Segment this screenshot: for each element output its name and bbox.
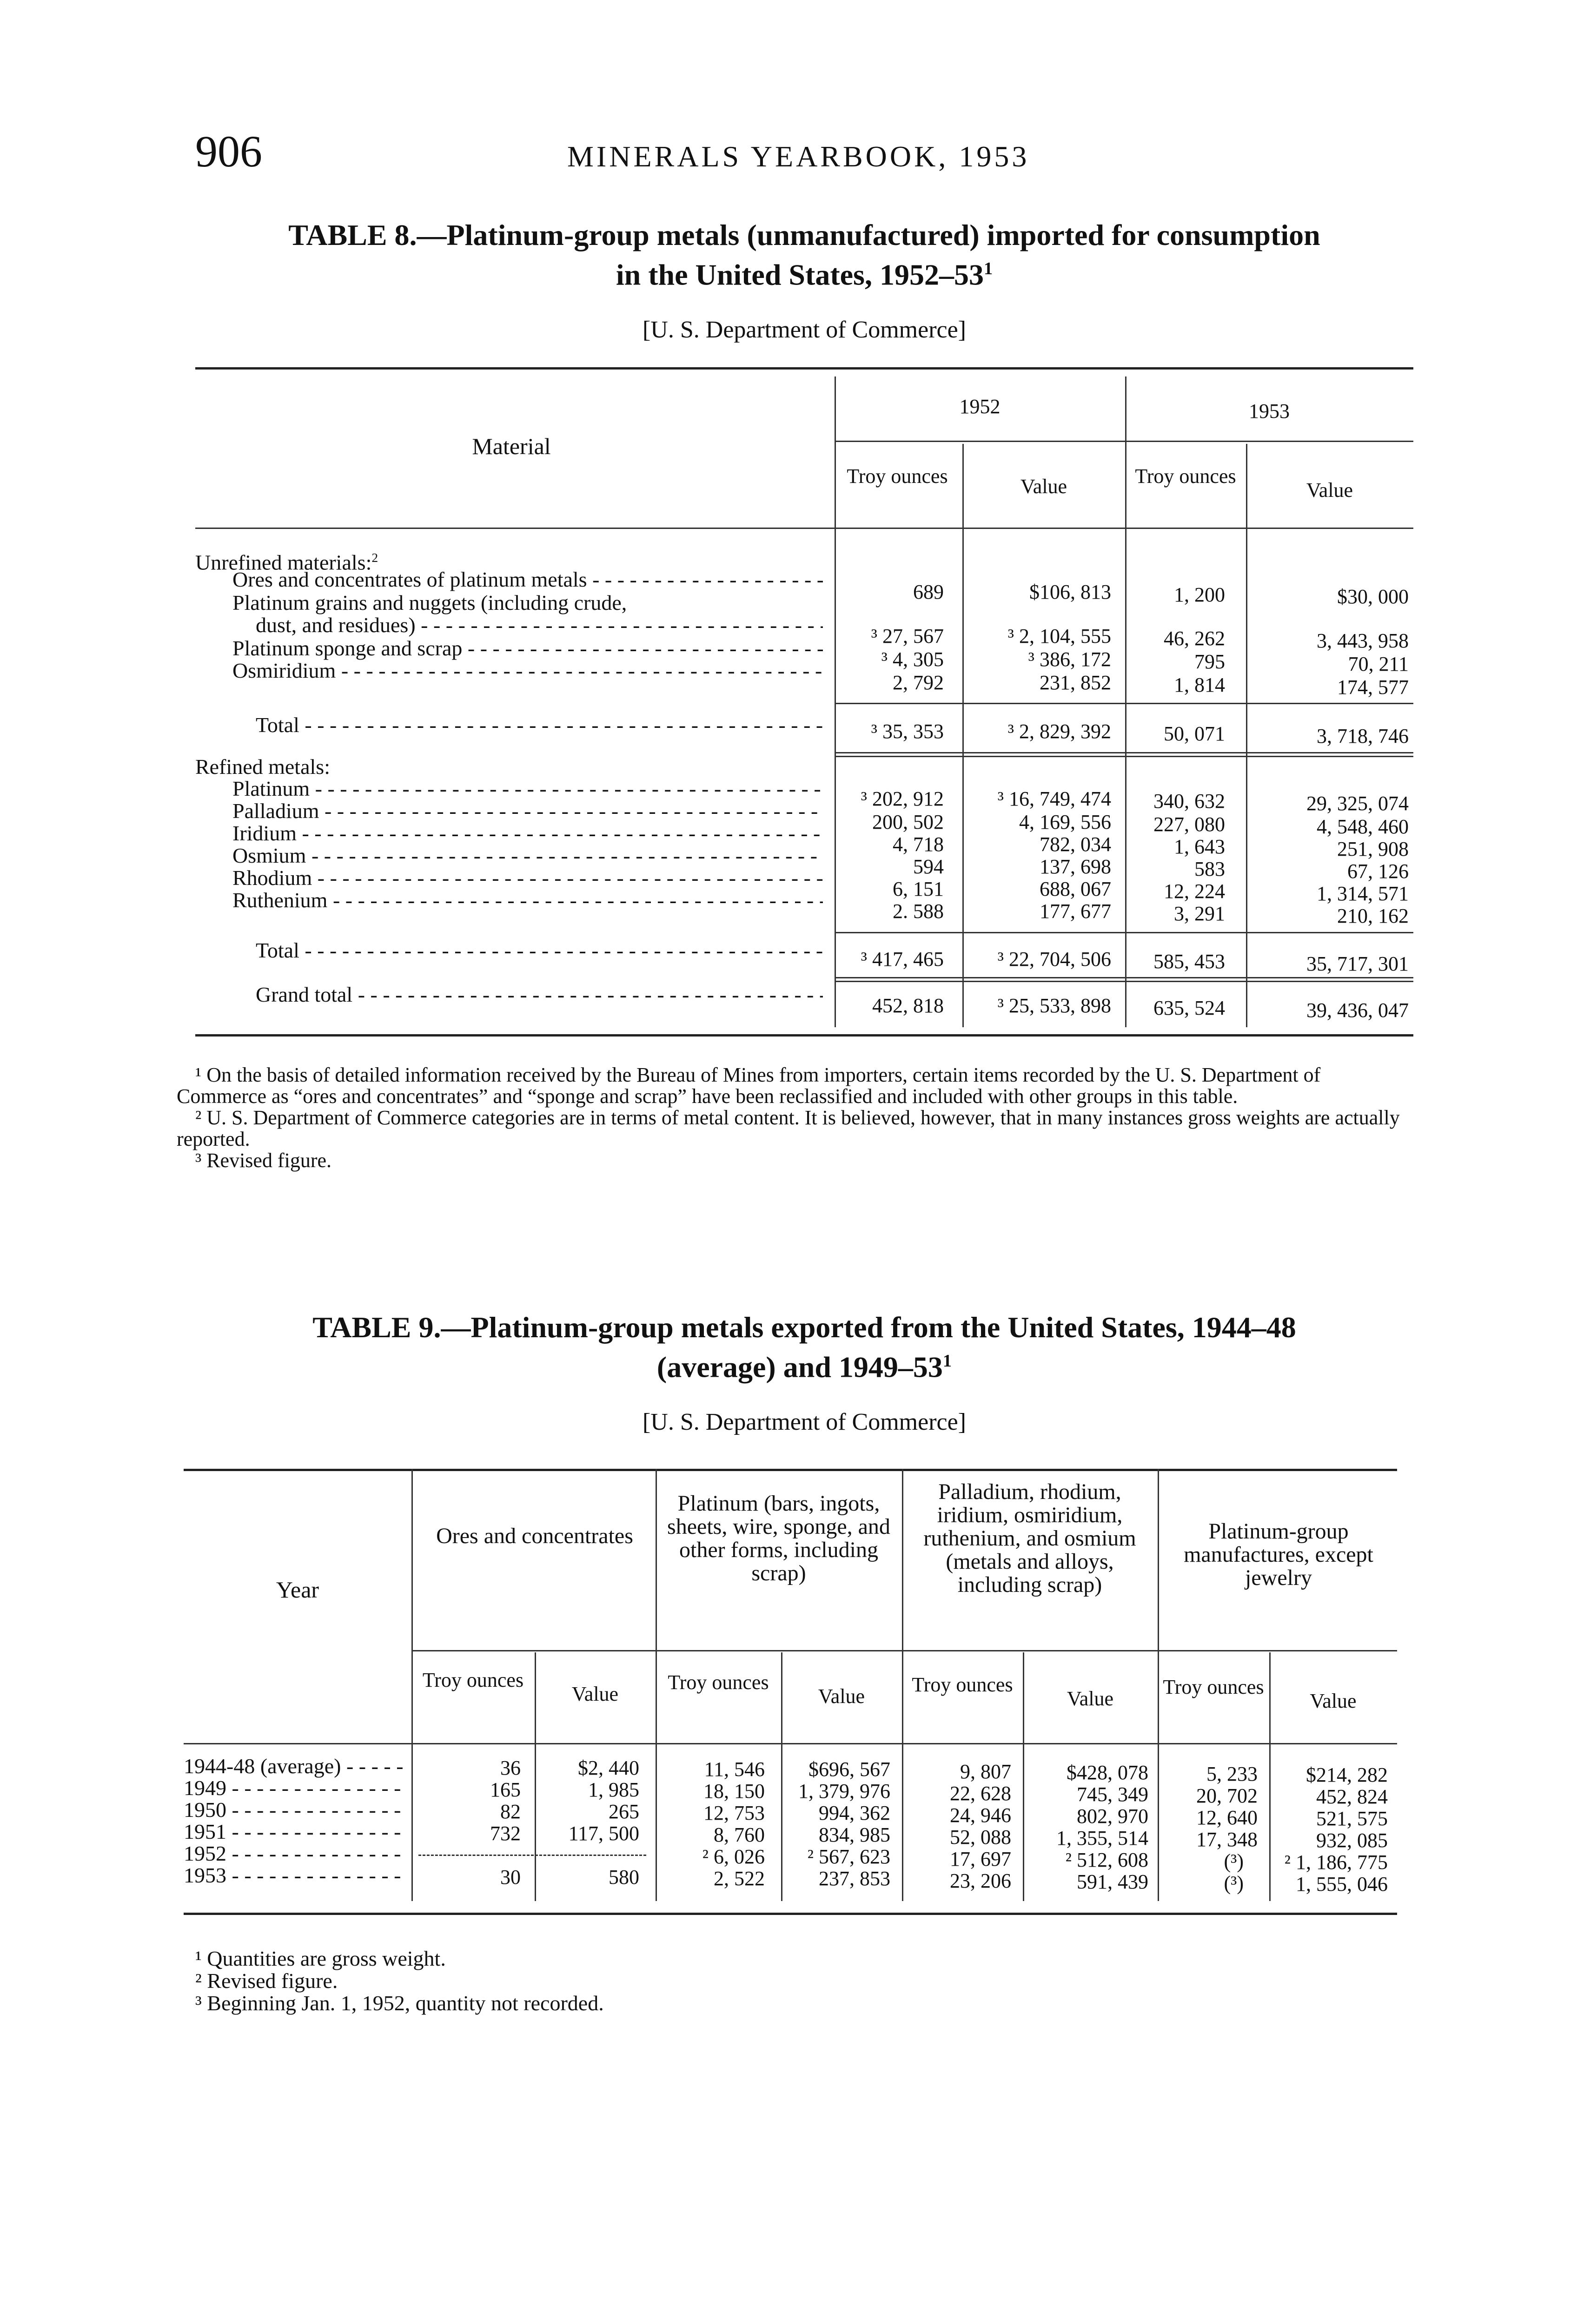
table8-cell: 2, 792 [893,671,944,694]
table9-cell: (³) [1224,1850,1244,1873]
table9-cell: (³) [1224,1872,1244,1895]
table8-row-label: Platinum grains and nuggets (including crude, [232,591,627,614]
table8-cell: 795 [1194,650,1225,673]
table9-top-rule [184,1469,1397,1471]
table9-cell: 932, 085 [1316,1829,1388,1852]
table8-source: [U. S. Department of Commerce] [642,317,966,343]
table9-cell: $214, 282 [1306,1763,1388,1786]
table9-col-value: Value [1310,1690,1357,1712]
table8-cell: 251, 908 [1337,838,1409,860]
table9-cell: 36 [500,1756,521,1779]
table8-cell: $30, 000 [1337,585,1409,608]
table9-cell: 17, 697 [950,1848,1011,1870]
table9-cell: ² 567, 623 [807,1845,890,1868]
table8-cell: 2. 588 [893,900,944,923]
table9-divider [535,1652,536,1901]
table8-cell: 70, 211 [1348,653,1409,675]
table8-footnotes [177,1064,1409,1171]
table8-cell: 635, 524 [1153,997,1225,1019]
table8-divider [1125,376,1126,1027]
table8-cell: 782, 034 [1040,833,1111,856]
table9-cell: $2, 440 [578,1756,639,1779]
table8-cell: 137, 698 [1040,855,1111,878]
table9-cell: 165 [490,1778,521,1801]
table9-cell: 1, 985 [588,1778,639,1801]
table8-cell: 12, 224 [1164,880,1225,903]
table8-subtotal-rule [835,932,1413,933]
table9-col-troy: Troy ounces [422,1669,524,1691]
table8-col-value-1953: Value [1306,479,1353,502]
table9-cell: 1, 379, 976 [798,1780,890,1802]
table9-divider [411,1469,413,1901]
table9-col-value: Value [571,1683,619,1705]
table8-row-label: Rhodium - - - [232,866,823,890]
table9-title-line1: TABLE 9.—Platinum-group metals exported from the United States, 1944–48 [312,1311,1296,1344]
table8-top-rule [195,367,1413,370]
table9-cell: 265 [609,1800,639,1823]
table9-cell: $428, 078 [1067,1761,1148,1784]
table8-total-rule [835,981,1413,982]
table9-cell: 12, 640 [1196,1806,1258,1829]
table8-cell: 6, 151 [893,878,944,900]
table9-cell: 591, 439 [1077,1870,1148,1893]
table8-rule-1953 [1125,441,1413,442]
table8-title-line1: TABLE 8.—Platinum-group metals (unmanufactured) imported for consumption [288,218,1320,251]
table8-row-label: Platinum sponge and scrap - - - [232,637,823,660]
table8-cell: 3, 718, 746 [1317,725,1409,747]
table8-divider [962,444,964,1027]
table9-divider [781,1652,782,1901]
table8-total-label: Total - - - [256,713,823,737]
table8-cell: ³ 4, 305 [881,648,944,671]
table8-year-1953: 1953 [1249,400,1290,423]
table8-rule-1952 [835,441,1125,442]
table9-divider [1023,1652,1024,1901]
table8-title-line2: in the United States, 1952–53 [616,258,984,291]
table9-group-rule [411,1650,1397,1651]
page-number: 906 [195,126,262,176]
table8-cell: ³ 202, 912 [861,787,944,810]
table8-cell: ³ 22, 704, 506 [997,948,1111,971]
table9-group-head: Palladium, rhodium, iridium, osmiridium, ruthenium, and osmium (metals and alloys, including scrap) [923,1479,1136,1597]
table8-cell: 46, 262 [1164,627,1225,650]
table8-cell: ³ 27, 567 [871,625,944,647]
table8-cell: 67, 126 [1347,860,1409,883]
table9-col-troy: Troy ounces [912,1673,1013,1696]
table8-cell: 1, 200 [1174,583,1225,606]
table8-col-troy-1952: Troy ounces [847,465,948,488]
table9-col-value: Value [1067,1687,1114,1710]
table9-blank-dashes [418,1855,646,1856]
table8-cell: 583 [1194,858,1225,880]
table9-row-year: 1952 - - - [184,1842,407,1865]
table9-divider [902,1469,903,1901]
table9-cell: 18, 150 [703,1780,765,1802]
table9-title [177,1311,1432,1384]
table9-divider [656,1469,657,1901]
table8-cell: 1, 314, 571 [1317,882,1409,905]
table8-cell: 39, 436, 047 [1306,999,1409,1022]
table8-total-rule [835,977,1413,978]
table8-cell: 1, 814 [1174,673,1225,696]
table9-cell: 20, 702 [1196,1784,1258,1807]
table9-cell: 834, 985 [819,1823,890,1846]
table8-cell: 231, 852 [1040,671,1111,694]
table8-cell: 4, 718 [893,833,944,856]
table8-cell: ³ 25, 533, 898 [997,994,1111,1017]
table9-col-value: Value [818,1685,865,1708]
table9-cell: 22, 628 [950,1782,1011,1805]
table9-cell: 521, 575 [1316,1807,1388,1830]
table8-cell: 210, 162 [1337,905,1409,927]
table8-year-1952: 1952 [959,395,1001,418]
table9-cell: 8, 760 [714,1823,765,1846]
table9-cell: 237, 853 [819,1867,890,1890]
table8-total-label: Total - - - [256,939,823,962]
table8-cell: 200, 502 [872,811,944,833]
table9-cell: 580 [609,1866,639,1888]
footnote: ³ Beginning Jan. 1, 1952, quantity not recorded. [195,1991,604,2015]
footnote: ² Revised figure. [195,1969,338,1993]
table8-cell: 1, 643 [1174,835,1225,858]
table8-col-troy-1953: Troy ounces [1135,465,1236,488]
table8-row-label-cont: dust, and residues) - - - [256,614,823,637]
table8-section-refined: Refined metals: [195,755,330,779]
table8-total-rule [835,752,1413,753]
table8-row-label: Osmium - - - [232,844,823,867]
table8-cell: 227, 080 [1153,813,1225,836]
table8-col-material: Material [472,433,551,459]
table9-cell: 52, 088 [950,1826,1011,1849]
table8-total-rule [835,756,1413,757]
table9-source: [U. S. Department of Commerce] [642,1409,966,1435]
table9-row-year: 1944-48 (average) - - - [184,1755,407,1778]
table9-divider [1158,1469,1159,1901]
table9-cell: 732 [490,1822,521,1845]
table9-group-head: Platinum (bars, ingots, sheets, wire, sponge, and other forms, including scrap) [667,1491,890,1585]
table9-cell: 9, 807 [960,1760,1011,1783]
table8-row-label: Palladium - - - [232,799,823,823]
table8-cell: 3, 291 [1174,902,1225,925]
table9-cell: 1, 355, 514 [1056,1827,1148,1849]
table8-row-label: Osmiridium - - - [232,659,823,682]
table9-cell: 30 [500,1866,521,1888]
table9-row-year: 1953 - - - [184,1864,407,1887]
table8-divider [835,376,836,1027]
table9-cell: 1, 555, 046 [1296,1873,1388,1895]
table8-subtotal-rule [835,703,1413,704]
table8-cell: 340, 632 [1153,790,1225,812]
table9-cell: 11, 546 [704,1758,765,1781]
table9-cell: 5, 233 [1206,1763,1258,1785]
table9-cell: 117, 500 [568,1822,639,1845]
table9-cell: 17, 348 [1196,1828,1258,1851]
table9-cell: 994, 362 [819,1802,890,1824]
table8-cell: ³ 417, 465 [861,948,944,971]
table9-title-line2: (average) and 1949–53 [656,1350,943,1384]
table9-title-note: 1 [942,1351,952,1371]
table8-cell: 4, 548, 460 [1317,815,1409,838]
table8-cell: 177, 677 [1040,900,1111,923]
table8-cell: 594 [913,855,944,878]
table9-cell: 24, 946 [950,1804,1011,1827]
table9-cell: 23, 206 [950,1869,1011,1892]
table8-cell: 4, 169, 556 [1019,811,1111,833]
table9-cell: $696, 567 [808,1758,890,1781]
table8-row-label: Ores and concentrates of platinum metals - - - [232,568,823,591]
footnote: ¹ On the basis of detailed information received by the Bureau of Mines from importers, certain items recorded by the U. S. Department of Commerce as “ores and concentrates” and “sponge and scrap” have been reclassified and included with other groups in this table. [177,1063,1321,1108]
table9-col-troy: Troy ounces [668,1671,769,1694]
table8-cell: 689 [913,581,944,603]
table8-row-label: Ruthenium - - - [232,889,823,912]
table8-section-unrefined: Unrefined materials:$^2$ [195,550,378,574]
table8-grand-total-label: Grand total - - - [256,983,823,1006]
table8-cell: ³ 16, 749, 474 [997,787,1111,810]
table9-col-troy: Troy ounces [1163,1676,1264,1698]
table8-title-note: 1 [983,259,993,278]
table8-cell: 35, 717, 301 [1306,952,1409,975]
table8-col-value-1952: Value [1020,475,1067,498]
table9-cell: ² 6, 026 [702,1845,765,1868]
table8-cell: 174, 577 [1337,676,1409,699]
table9-cell: 452, 824 [1316,1785,1388,1808]
table9-col-year: Year [276,1577,319,1603]
table9-cell: ² 1, 186, 775 [1284,1851,1388,1874]
table9-cell: 745, 349 [1077,1783,1148,1806]
table9-group-head: Platinum-group manufactures, except jewelry [1184,1519,1373,1590]
table8-cell: 452, 818 [872,994,944,1017]
footnote: ² U. S. Department of Commerce categories are in terms of metal content. It is believed, however, that in many instances gross weights are actually reported. [177,1106,1400,1150]
table8-head-rule [195,528,1413,529]
table9-bottom-rule [184,1913,1397,1915]
table8-cell: 688, 067 [1040,878,1111,900]
table9-cell: 12, 753 [703,1802,765,1824]
footnote: ¹ Quantities are gross weight. [195,1947,446,1970]
table9-group-head: Ores and concentrates [436,1524,633,1548]
table9-head-rule [184,1743,1397,1744]
table8-cell: 29, 325, 074 [1306,792,1409,815]
table9-cell: ² 512, 608 [1065,1849,1148,1871]
table8-row-label: Iridium - - - [232,822,823,845]
table8-cell: $106, 813 [1029,581,1111,603]
table8-cell: 3, 443, 958 [1317,629,1409,652]
running-head: MINERALS YEARBOOK, 1953 [567,140,1030,173]
table8-divider [1246,444,1247,1027]
table8-cell: 50, 071 [1164,722,1225,745]
table8-cell: ³ 386, 172 [1028,648,1111,671]
table9-row-year: 1949 - - - [184,1776,407,1800]
table9-cell: 82 [500,1800,521,1823]
table8-cell: ³ 2, 829, 392 [1007,720,1111,743]
table8-title [186,218,1423,291]
table8-bottom-rule [195,1034,1413,1037]
table8-cell: ³ 2, 104, 555 [1007,625,1111,647]
footnote: ³ Revised figure. [195,1149,332,1172]
table9-cell: 2, 522 [714,1867,765,1890]
table9-divider [1269,1652,1271,1901]
table8-row-label: Platinum - - - [232,777,823,800]
table9-row-year: 1950 - - - [184,1798,407,1822]
table8-cell: 585, 453 [1153,950,1225,973]
table8-cell: ³ 35, 353 [871,720,944,743]
table9-cell: 802, 970 [1077,1805,1148,1828]
table9-footnotes [195,1948,1311,2014]
table9-row-year: 1951 - - - [184,1820,407,1843]
